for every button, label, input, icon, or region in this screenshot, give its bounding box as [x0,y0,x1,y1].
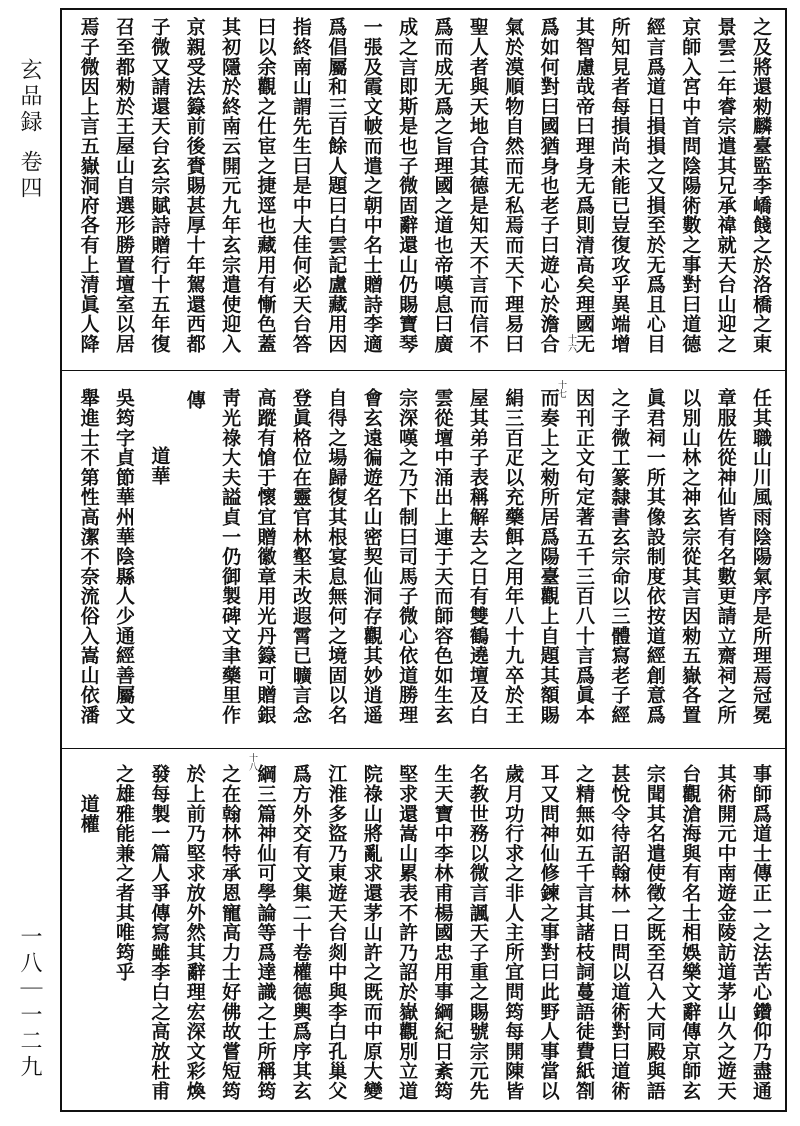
text-column: 爲如何對曰國猶身也老子曰遊心於澹合 [537,17,560,354]
text-column: 子微又請還天台玄宗賦詩贈行十五年復 [148,17,171,354]
register-divider-lower [60,748,787,749]
text-column: 歲月功行求之非人主所宜問筠每開陳皆 [502,764,525,1101]
text-column: 經言爲道日損損之又損至於无爲且心目 [643,17,666,354]
text-column: 絹三百疋以充藥餌之用年八十九卒於王 [502,388,525,725]
section-heading-zhuan: 傳 [183,390,206,410]
entry-title-daoquan: 道權 [77,794,100,834]
volume-label: 卷四 [17,150,42,202]
text-column: 聖人者與天地合其德是知天不言而信不 [466,17,489,354]
text-column: 台觀滄海與有名士相娛樂文辭傳京師玄 [679,764,702,1101]
text-column: 名教世務以微言諷天子重之賜號宗元先 [466,764,489,1101]
text-column: 耳又問神仙修鍊之事對曰此野人事當以 [537,764,560,1101]
text-column: 一張及霞文帔而遣之朝中名士贈詩李適 [360,17,383,354]
text-column: 自得之場歸復其根宴息無何之境固以名 [325,388,348,725]
text-column: 章服佐從神仙皆有名數更請立齋祠之所 [714,388,737,725]
text-column: 靑光祿大夫謚貞一仍御製碑文聿藥里作 [219,388,242,725]
text-column: 京親受法籙前後賚賜甚厚十年駕還西都 [183,17,206,354]
text-column: 之精無如五千言其諸枝詞蔓語徒費紙劄 [573,764,596,1101]
text-column: 屋其弟子表稱解去之日有雙鶴遶壇及白 [466,388,489,725]
text-column: 發每製一篇人爭傳寫雖李白之高放杜甫 [148,764,171,1101]
upper-register [70,17,778,362]
text-column: 任其職山川風雨陰陽氣序是所理焉冠冕 [750,388,772,725]
page-number: 一八｜一二九 [17,925,42,1081]
text-column: 其智慮哉帝曰理身无爲則清高矣理國无 [573,17,596,354]
lower-register [70,764,778,1109]
text-column: 所知見者每損尚未能已豈復攻乎異端增 [608,17,631,354]
text-column: 江淮多盜乃東遊天台剡中與李白孔巢父 [325,764,348,1101]
lower-columns [106,764,778,1109]
text-column: 焉子微因上言五嶽洞府各有上清眞人降 [77,17,100,354]
text-column: 之在翰林特承恩寵高力士好佛故嘗短筠 [219,764,242,1101]
text-column: 宗聞其名遣使徵之既至召入大同殿與語 [643,764,666,1101]
text-column: 爲倡屬和三百餘人題曰白雲記盧藏用因 [325,17,348,354]
text-column: 氣於漠順物自然而无私焉而天下理易曰 [502,17,525,354]
text-column: 綱三篇神仙可學論等爲達識之士所稱筠 [254,764,277,1101]
text-column: 眞君祠一所其像設制度依按道經創意爲 [643,388,666,725]
register-divider-upper [60,370,787,371]
text-column: 事師爲道士傳正一之法苦心鑽仰乃盡通 [750,764,772,1101]
text-column: 景雲二年睿宗遣其兄承禕就天台山迎之 [714,17,737,354]
text-column: 爲而成无爲之旨理國之道也帝嘆息曰廣 [431,17,454,354]
text-column: 成之言即斯是也子微固辭還山仍賜寶琴 [396,17,419,354]
text-column: 院祿山將亂求還茅山許之既而中原大變 [360,764,383,1101]
text-column: 其初隱於終南云開元九年玄宗遣使迎入 [219,17,242,354]
middle-columns-a [212,388,778,733]
text-column: 雲從壇中涌出上連于天而師容色如生玄 [431,388,454,725]
text-column: 因刊正文句定著五千三百八十言爲眞本 [573,388,596,725]
text-column: 堅求還嵩山累表不許乃詔於嶽觀別立道 [396,764,419,1101]
middle-register [70,388,778,733]
text-column: 指終南山謂先生曰是中大佳何必天台答 [289,17,312,354]
text-column: 召至都勑於王屋山自選形勝置壇室以居 [112,17,135,354]
text-column: 曰以余觀之仕宦之捷逕也藏用有慚色蓋 [254,17,277,354]
text-column: 之及將還勑麟臺監李嶠餞之於洛橋之東 [750,17,772,354]
text-column: 之雄雅能兼之者其唯筠乎 [112,764,135,982]
text-column: 高蹤有愴于懷宜贈徽章用光丹籙可贈銀 [254,388,277,725]
text-column: 會玄遠徧遊名山密契仙洞存觀其妙逍遥 [360,388,383,725]
text-column: 京師入宮中首問陰陽術數之事對曰道德 [679,17,702,354]
text-column: 甚悅令待詔翰林一日問以道術對曰道術 [608,764,631,1101]
text-column: 其術開元中南遊金陵訪道茅山久之遊天 [714,764,737,1101]
text-column: 於上前乃堅求放外然其辭理宏深文彩煥 [183,764,206,1101]
text-column: 吳筠字貞節華州華陰縣人少通經善屬文 [112,388,135,725]
folio-marker-17: 十七 [556,380,566,398]
upper-columns [70,17,778,362]
text-column: 登眞格位在靈官林壑未改遐霄已曠言念 [289,388,312,725]
text-column: 而奏上之勑所居爲陽臺觀上自題其額賜 [537,388,560,725]
entry-title-daohua: 道華 [148,446,171,486]
text-column: 以別山林之神玄宗從其言因勑五嶽各置 [679,388,702,725]
middle-columns-b [70,388,141,733]
folio-marker-18: 十八 [247,753,257,771]
text-column: 之子微工篆隸書玄宗命以三體寫老子經 [608,388,631,725]
text-column: 舉進士不第性高潔不奈流俗入嵩山依潘 [77,388,100,725]
folio-marker-16: 十六 [566,334,576,352]
book-title: 玄品録 [17,58,42,136]
text-column: 爲方外交有文集二十卷權德輿爲序其玄 [289,764,312,1101]
text-column: 生天寶中李林甫楊國忠用事綱紀日紊筠 [431,764,454,1101]
text-column: 宗深嘆之乃下制曰司馬子微心依道勝理 [396,388,419,725]
